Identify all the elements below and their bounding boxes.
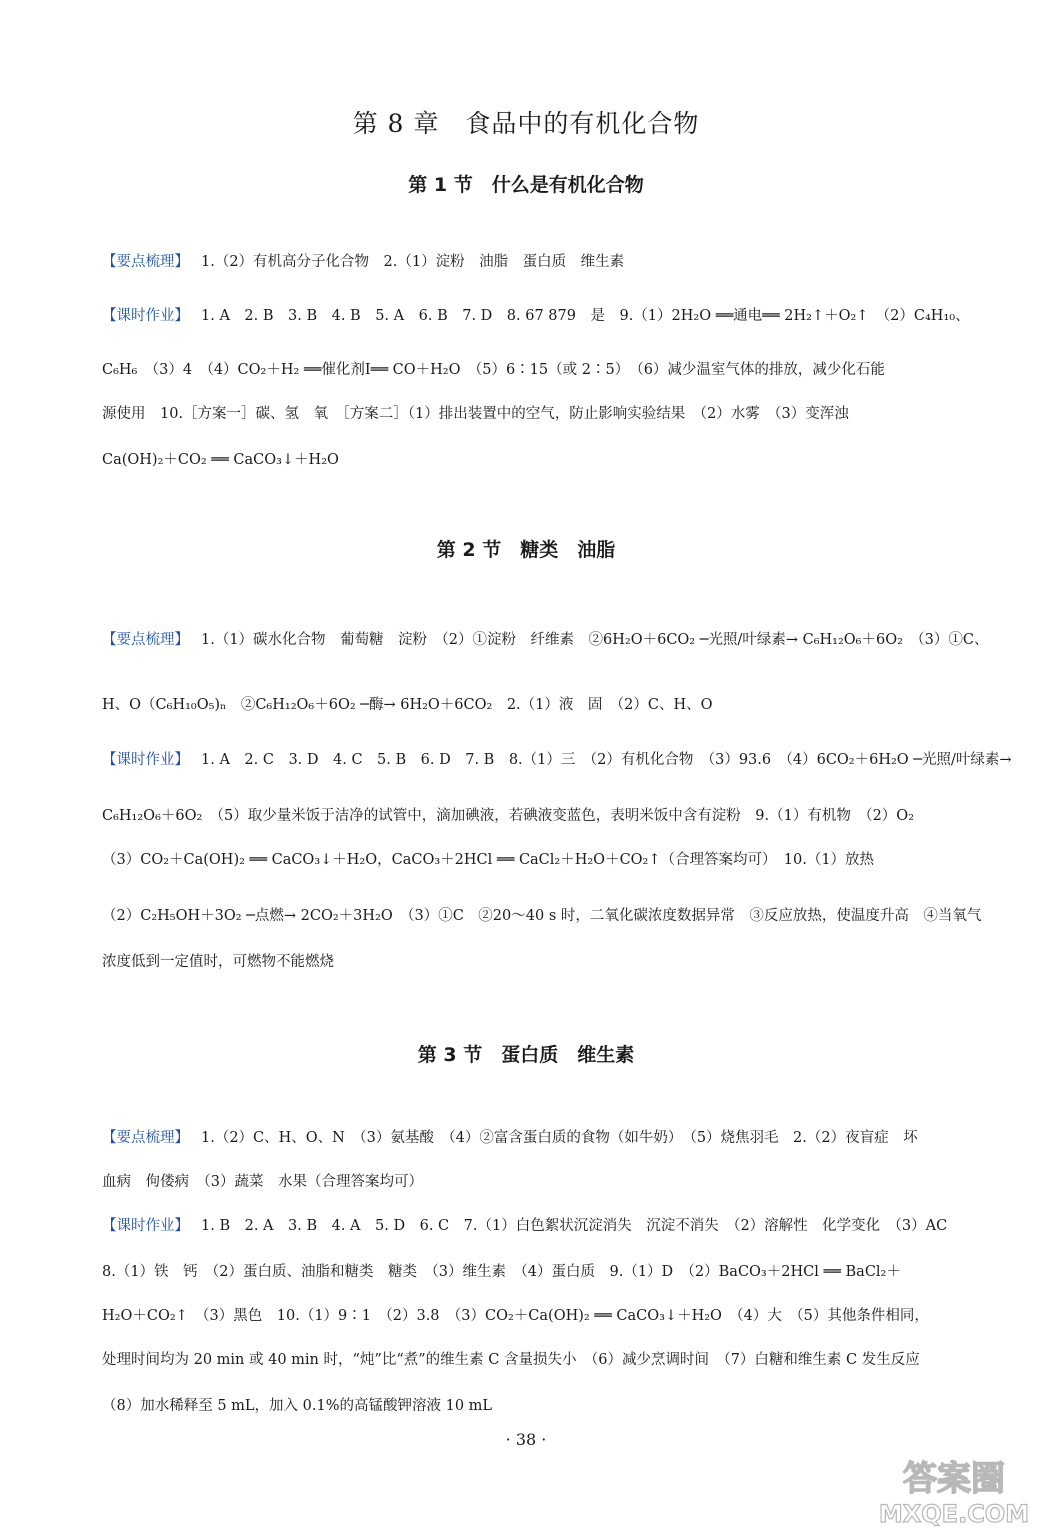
answer-text: 1. A 2. B 3. B 4. B 5. A 6. B 7. D 8. 67 879 是 9.（1）2H₂O ══通电══ 2H₂↑＋O₂↑ （2）C₄H₁₀、 xyxy=(201,308,970,324)
s3-line-7: （8）加水稀释至 5 mL，加入 0.1%的高锰酸钾溶液 10 mL xyxy=(102,1398,493,1414)
s2-line-7: 浓度低到一定值时，可燃物不能燃烧 xyxy=(102,954,334,970)
s2-line-5: （3）CO₂＋Ca(OH)₂ ══ CaCO₃↓＋H₂O，CaCO₃＋2HCl ══ CaCl₂＋H₂O＋CO₂↑（合理答案均可） 10.（1）放热 xyxy=(102,852,875,868)
s3-line-5: H₂O＋CO₂↑ （3）黑色 10.（1）9∶1 （2）3.8 （3）CO₂＋Ca(OH)₂ ══ CaCO₃↓＋H₂O （4）大 （5）其他条件相同， xyxy=(102,1308,929,1324)
watermark-line2: MXQE.COM xyxy=(878,1500,1030,1528)
section-title-1: 第 1 节 什么是有机化合物 xyxy=(408,174,644,196)
s3-line-4: 8.（1）铁 钙 （2）蛋白质、油脂和糖类 糖类 （3）维生素 （4）蛋白质 9.（1）D （2）BaCO₃＋2HCl ══ BaCl₂＋ xyxy=(102,1264,901,1280)
section-title-2: 第 2 节 糖类 油脂 xyxy=(436,539,616,561)
page-number: · 38 · xyxy=(505,1430,547,1449)
section-title-3: 第 3 节 蛋白质 维生素 xyxy=(417,1044,635,1066)
s1-line-5: Ca(OH)₂＋CO₂ ══ CaCO₃↓＋H₂O xyxy=(102,452,339,468)
s1-line-1 xyxy=(102,252,1018,272)
key-points-tag: 【要点梳理】 xyxy=(102,632,189,648)
key-points-tag: 【要点梳理】 xyxy=(102,1130,189,1146)
s3-line-6: 处理时间均为 20 min 或 40 min 时，“炖”比“煮”的维生素 C 含量损失小 （6）减少烹调时间 （7）白糖和维生素 C 发生反应 xyxy=(102,1352,920,1368)
s2-line-6: （2）C₂H₅OH＋3O₂ ─点燃→ 2CO₂＋3H₂O （3）①C ②20～40 s 时，二氧化碳浓度数据异常 ③反应放热，使温度升高 ④当氧气 xyxy=(102,908,982,924)
key-points-tag: 【要点梳理】 xyxy=(102,254,189,270)
s3-line-3 xyxy=(102,1216,1018,1236)
s3-line-2: 血病 佝偻病 （3）蔬菜 水果（合理答案均可） xyxy=(102,1174,423,1190)
watermark-line1: 答案圈 xyxy=(903,1459,1005,1499)
s1-line-2 xyxy=(102,306,1018,326)
answer-text: 1.（1）碳水化合物 葡萄糖 淀粉 （2）①淀粉 纤维素 ②6H₂O＋6CO₂ ─光照/叶绿素→ C₆H₁₂O₆＋6O₂ （3）①C、 xyxy=(201,632,989,648)
homework-tag: 【课时作业】 xyxy=(102,752,189,768)
answer-text: 1. A 2. C 3. D 4. C 5. B 6. D 7. B 8.（1）三 （2）有机化合物 （3）93.6 （4）6CO₂＋6H₂O ─光照/叶绿素→ xyxy=(201,752,1012,768)
answer-text: 1. B 2. A 3. B 4. A 5. D 6. C 7.（1）白色絮状沉淀消失 沉淀不消失 （2）溶解性 化学变化 （3）AC xyxy=(201,1218,948,1234)
s2-line-2: H、O（C₆H₁₀O₅)ₙ ②C₆H₁₂O₆＋6O₂ ─酶→ 6H₂O＋6CO₂ 2.（1）液 固 （2）C、H、O xyxy=(102,697,713,713)
s1-line-4: 源使用 10.［方案一］碳、氢 氧 ［方案二］（1）排出装置中的空气，防止影响实验结果 （2）水雾 （3）变浑浊 xyxy=(102,406,849,422)
homework-tag: 【课时作业】 xyxy=(102,1218,189,1234)
answer-text: 1.（2）有机高分子化合物 2.（1）淀粉 油脂 蛋白质 维生素 xyxy=(201,254,625,270)
s1-line-3: C₆H₆ （3）4 （4）CO₂＋H₂ ══催化剂Ⅰ══ CO＋H₂O （5）6∶15（或 2∶5） （6）减少温室气体的排放，减少化石能 xyxy=(102,362,885,378)
s2-line-1 xyxy=(102,630,1018,650)
answer-text: 1.（2）C、H、O、N （3）氨基酸 （4）②富含蛋白质的食物（如牛奶） （5）烧焦羽毛 2.（2）夜盲症 坏 xyxy=(201,1130,918,1146)
homework-tag: 【课时作业】 xyxy=(102,308,189,324)
s2-line-3 xyxy=(102,750,1018,770)
chapter-title: 第 8 章 食品中的有机化合物 xyxy=(352,109,700,138)
s2-line-4: C₆H₁₂O₆＋6O₂ （5）取少量米饭于洁净的试管中，滴加碘液，若碘液变蓝色，表明米饭中含有淀粉 9.（1）有机物 （2）O₂ xyxy=(102,808,915,824)
watermark-logo xyxy=(872,1450,1037,1530)
s3-line-1 xyxy=(102,1128,1018,1148)
